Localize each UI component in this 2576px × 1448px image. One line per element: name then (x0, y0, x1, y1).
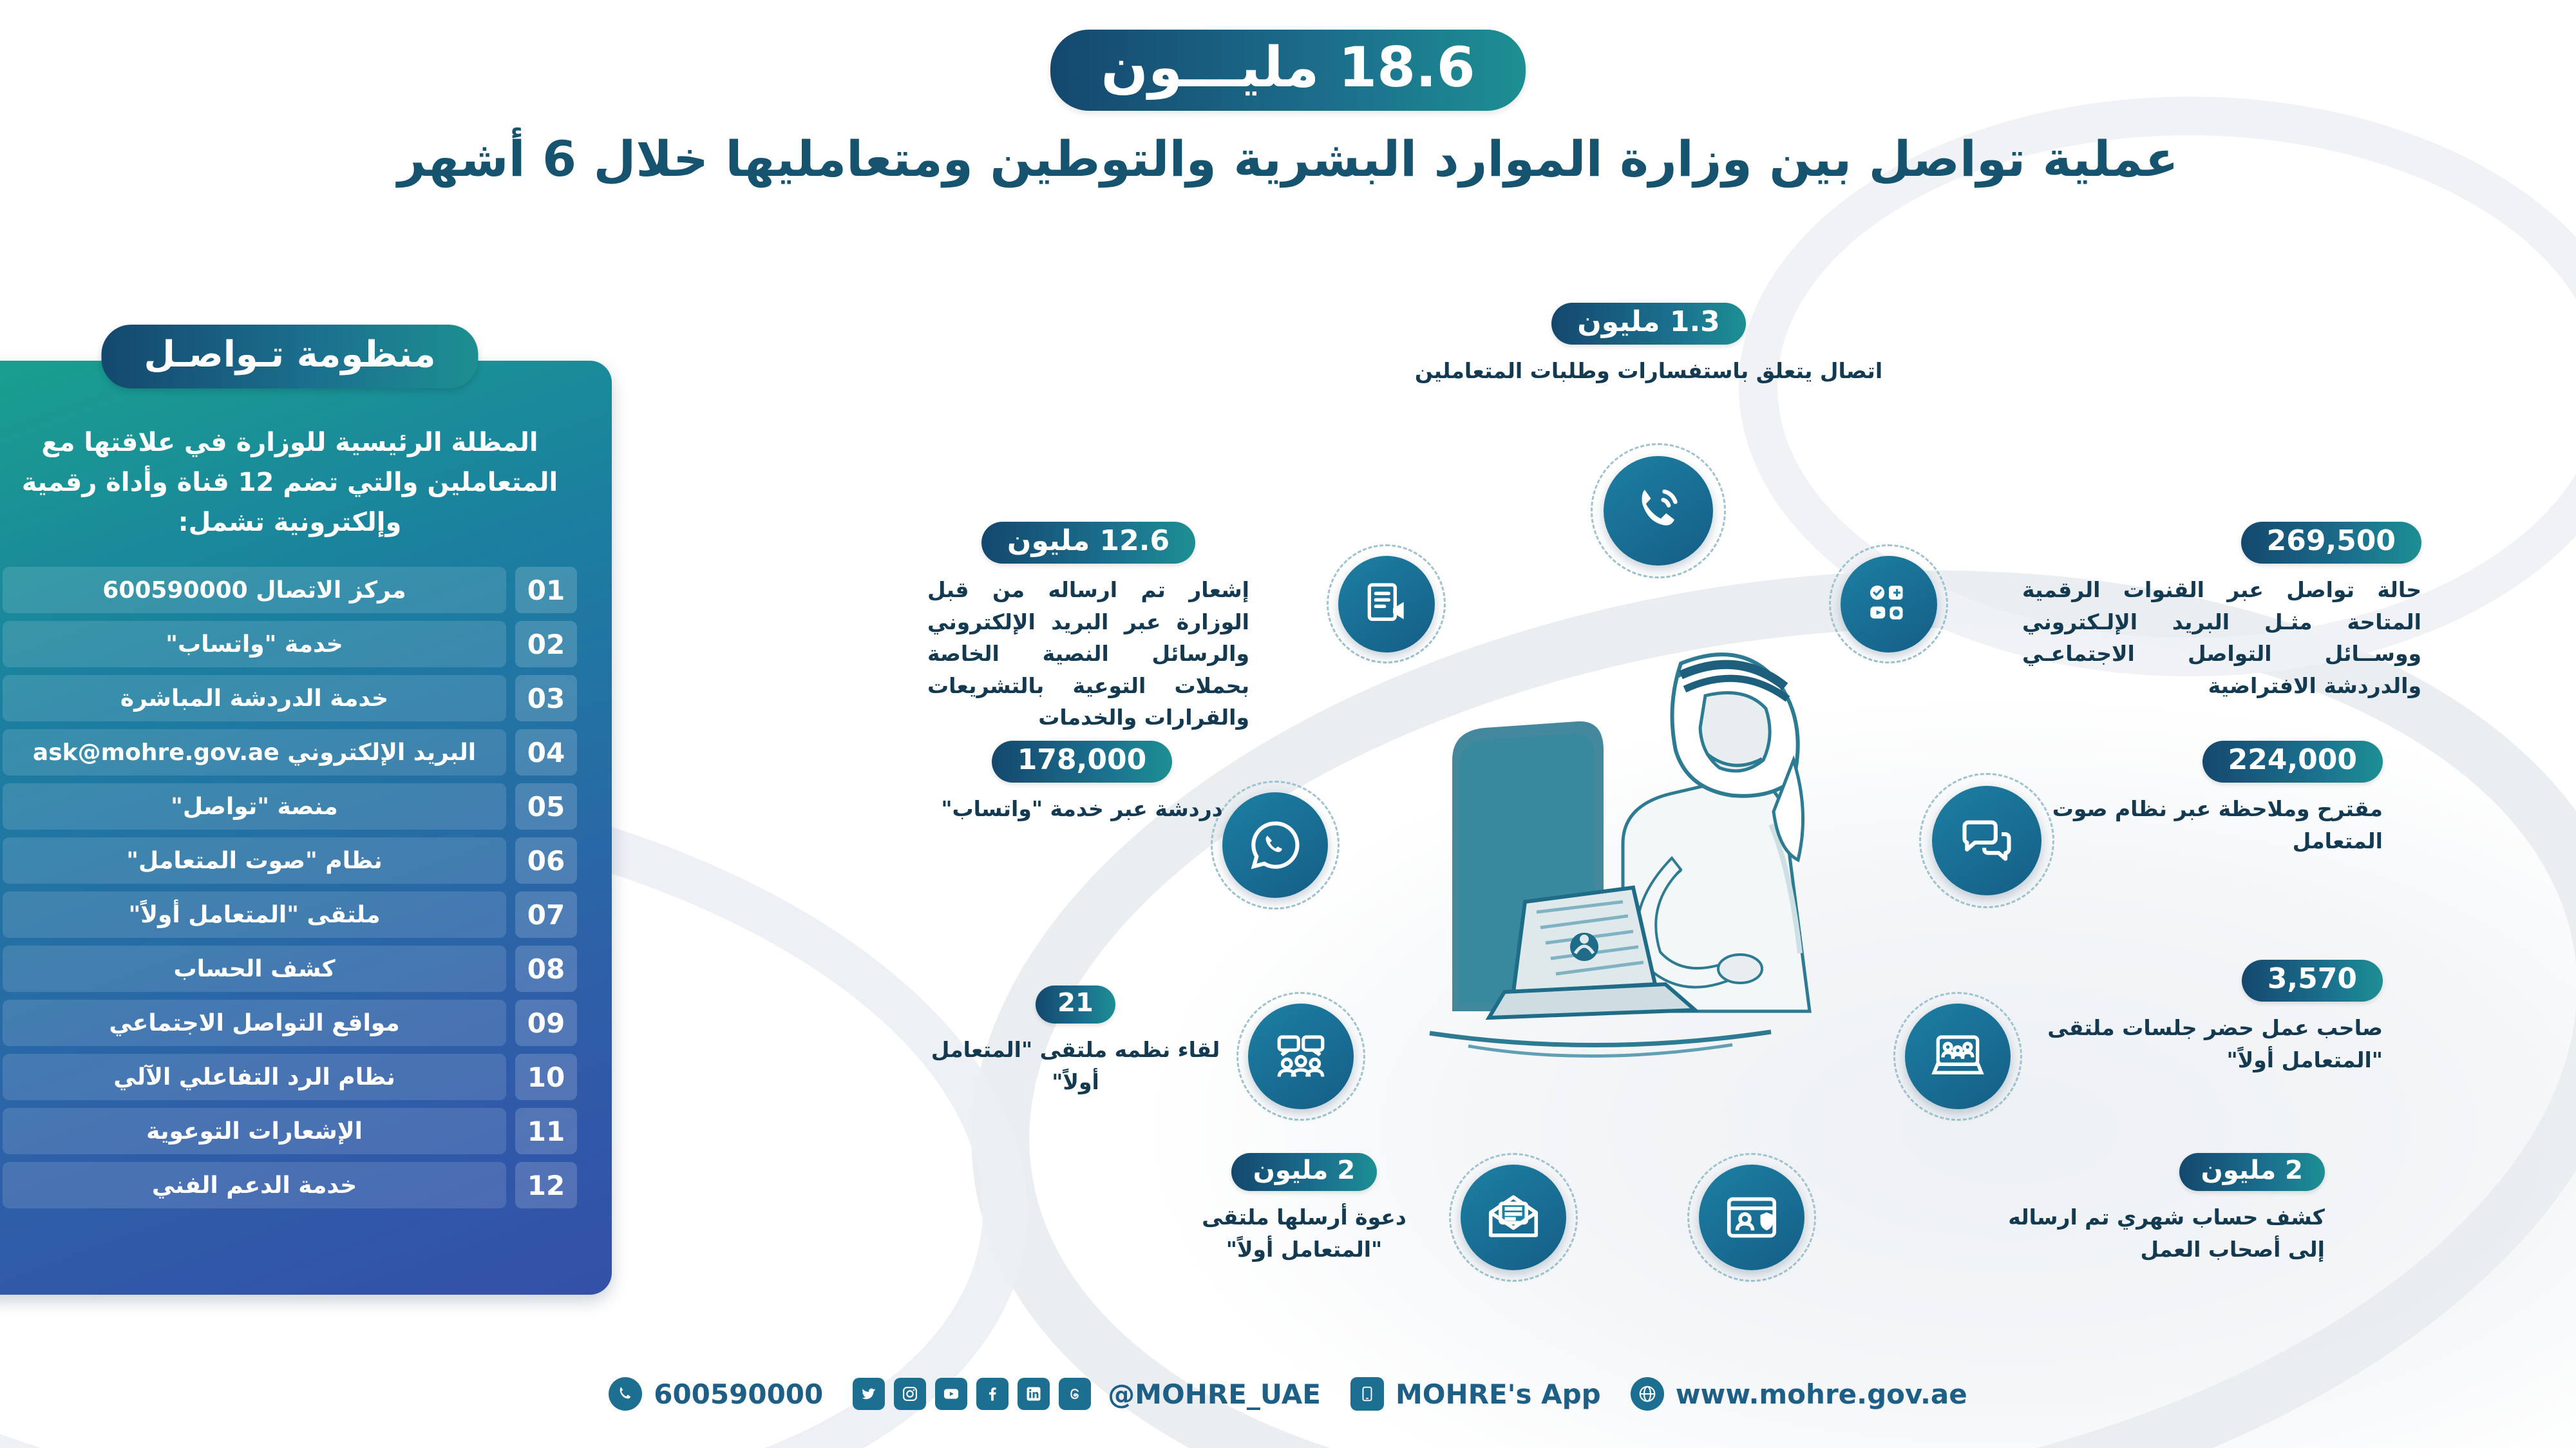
document-notification-icon (1338, 556, 1435, 653)
mobile-app-icon (1350, 1377, 1384, 1411)
list-item-number: 10 (515, 1054, 577, 1100)
footer-phone-label: 600590000 (654, 1378, 824, 1410)
footer-app-label: MOHRE's App (1395, 1378, 1601, 1410)
youtube-icon[interactable] (935, 1378, 967, 1410)
panel-title: منظومة تـواصـل (101, 325, 478, 388)
list-item[interactable] (3, 675, 577, 721)
globe-icon (1631, 1377, 1664, 1411)
tawasul-system-panel (0, 334, 612, 1295)
page-title: عملية تواصل بين وزارة الموارد البشرية والتوطين ومتعامليها خلال 6 أشهر (397, 130, 2179, 187)
stat-calls (1404, 303, 1893, 387)
facebook-icon[interactable] (976, 1378, 1009, 1410)
list-item-label: ملتقى "المتعامل أولاً" (3, 891, 506, 938)
footer-contact-bar (0, 1377, 2576, 1411)
panel-description: المظلة الرئيسية للوزارة في علاقتها مع المتعاملين والتي تضم 12 قناة وأداة رقمية وإلكترونية تشمل: (21, 428, 558, 537)
meeting-group-icon (1248, 1004, 1354, 1109)
stat-description: لقاء نظمه ملتقى "المتعامل أولاً" (931, 1037, 1220, 1094)
stat-badge: 224,000 (2202, 741, 2383, 783)
list-item-label: البريد الإلكتروني ask@mohre.gov.ae (3, 729, 506, 776)
list-item-number: 02 (515, 621, 577, 667)
laptop-presentation-icon (1905, 1004, 2011, 1109)
stat-description: دعوة أرسلها ملتقى "المتعامل أولاً" (1202, 1205, 1406, 1262)
list-item[interactable] (3, 729, 577, 776)
list-item[interactable] (3, 1162, 577, 1208)
footer-phone[interactable] (609, 1377, 823, 1411)
instagram-icon[interactable] (894, 1378, 926, 1410)
stat-badge: 1.3 مليون (1551, 303, 1746, 345)
email-envelope-icon (1461, 1165, 1566, 1270)
stat-forum-attendees (2022, 960, 2383, 1076)
list-item-label: خدمة "واتساب" (3, 621, 506, 667)
threads-icon[interactable] (1059, 1378, 1091, 1410)
list-item[interactable] (3, 621, 577, 667)
stat-description: اتصال يتعلق باستفسارات وطلبات المتعاملين (1414, 358, 1883, 383)
stat-description: إشعار تم ارساله من قبل الوزارة عبر البريد الإلكتروني والرسائل النصية الخاصة بحملات التوعية بالتشريعات والقرارات والخدمات (927, 577, 1249, 730)
social-media-icon (1841, 556, 1937, 653)
list-item-number: 07 (515, 891, 577, 938)
list-item-label: الإشعارات التوعوية (3, 1108, 506, 1154)
list-item-label: منصة "تواصل" (3, 783, 506, 830)
stat-description: صاحب عمل حضر جلسات ملتقى "المتعامل أولاً" (2047, 1015, 2383, 1072)
channel-list (3, 567, 577, 1208)
stat-badge: 3,570 (2242, 960, 2383, 1002)
list-item-label: نظام الرد التفاعلي الآلي (3, 1054, 506, 1100)
footer-social-icons (853, 1378, 1321, 1410)
stat-statements (1990, 1153, 2325, 1265)
chat-bubbles-icon (1932, 786, 2041, 895)
stat-invitations (1153, 1153, 1455, 1265)
list-item[interactable] (3, 783, 577, 830)
linkedin-icon[interactable] (1018, 1378, 1050, 1410)
list-item-number: 09 (515, 1000, 577, 1046)
phone-icon (609, 1377, 642, 1411)
stat-description: حالة تواصل عبر القنوات الرقمية المتاحة مثـل البريد الإلـكتروني ووســائل التواصل الاجتماعـي والدردشة الافتراضية (2022, 577, 2421, 698)
stat-description: دردشة عبر خدمة "واتساب" (941, 796, 1223, 821)
user-verified-icon (1699, 1165, 1804, 1270)
stat-forum-meetings (927, 986, 1224, 1098)
phone-call-icon (1604, 456, 1713, 566)
stat-badge: 178,000 (992, 741, 1172, 783)
footer-app[interactable] (1350, 1377, 1601, 1411)
list-item-label: مواقع التواصل الاجتماعي (3, 1000, 506, 1046)
stat-badge: 2 مليون (2179, 1153, 2325, 1191)
list-item-number: 05 (515, 783, 577, 830)
list-item[interactable] (3, 837, 577, 884)
list-item-label: نظام "صوت المتعامل" (3, 837, 506, 884)
list-item[interactable] (3, 567, 577, 613)
list-item-label: مركز الاتصال 600590000 (3, 567, 506, 613)
list-item-label: خدمة الدعم الفني (3, 1162, 506, 1208)
list-item-number: 01 (515, 567, 577, 613)
list-item-label: كشف الحساب (3, 946, 506, 992)
footer-social-handle: @MOHRE_UAE (1108, 1378, 1321, 1410)
stat-badge: 21 (1036, 986, 1115, 1024)
stat-notifications (927, 522, 1249, 734)
list-item-number: 04 (515, 729, 577, 776)
list-item-number: 11 (515, 1108, 577, 1154)
list-item-number: 06 (515, 837, 577, 884)
list-item[interactable] (3, 946, 577, 992)
headline-figure: 18.6 مليـــون (1050, 30, 1525, 111)
list-item[interactable] (3, 1054, 577, 1100)
stat-whatsapp (927, 741, 1236, 825)
stat-voice-of-customer (2022, 741, 2383, 857)
list-item[interactable] (3, 1108, 577, 1154)
footer-website-label: www.mohre.gov.ae (1675, 1378, 1967, 1410)
stat-badge: 269,500 (2241, 522, 2421, 564)
twitter-icon[interactable] (853, 1378, 885, 1410)
list-item-number: 12 (515, 1162, 577, 1208)
whatsapp-icon (1222, 792, 1328, 898)
list-item[interactable] (3, 1000, 577, 1046)
stat-description: كشف حساب شهري تم ارساله إلى أصحاب العمل (2008, 1205, 2325, 1262)
list-item[interactable] (3, 891, 577, 938)
list-item-number: 08 (515, 946, 577, 992)
stat-badge: 2 مليون (1231, 1153, 1377, 1191)
list-item-label: خدمة الدردشة المباشرة (3, 675, 506, 721)
footer-website[interactable] (1631, 1377, 1967, 1411)
header (0, 30, 2576, 190)
stat-badge: 12.6 مليون (981, 522, 1195, 564)
stat-description: مقترح وملاحظة عبر نظام صوت المتعامل (2052, 796, 2383, 853)
list-item-number: 03 (515, 675, 577, 721)
stat-digital-channels (2022, 522, 2421, 701)
